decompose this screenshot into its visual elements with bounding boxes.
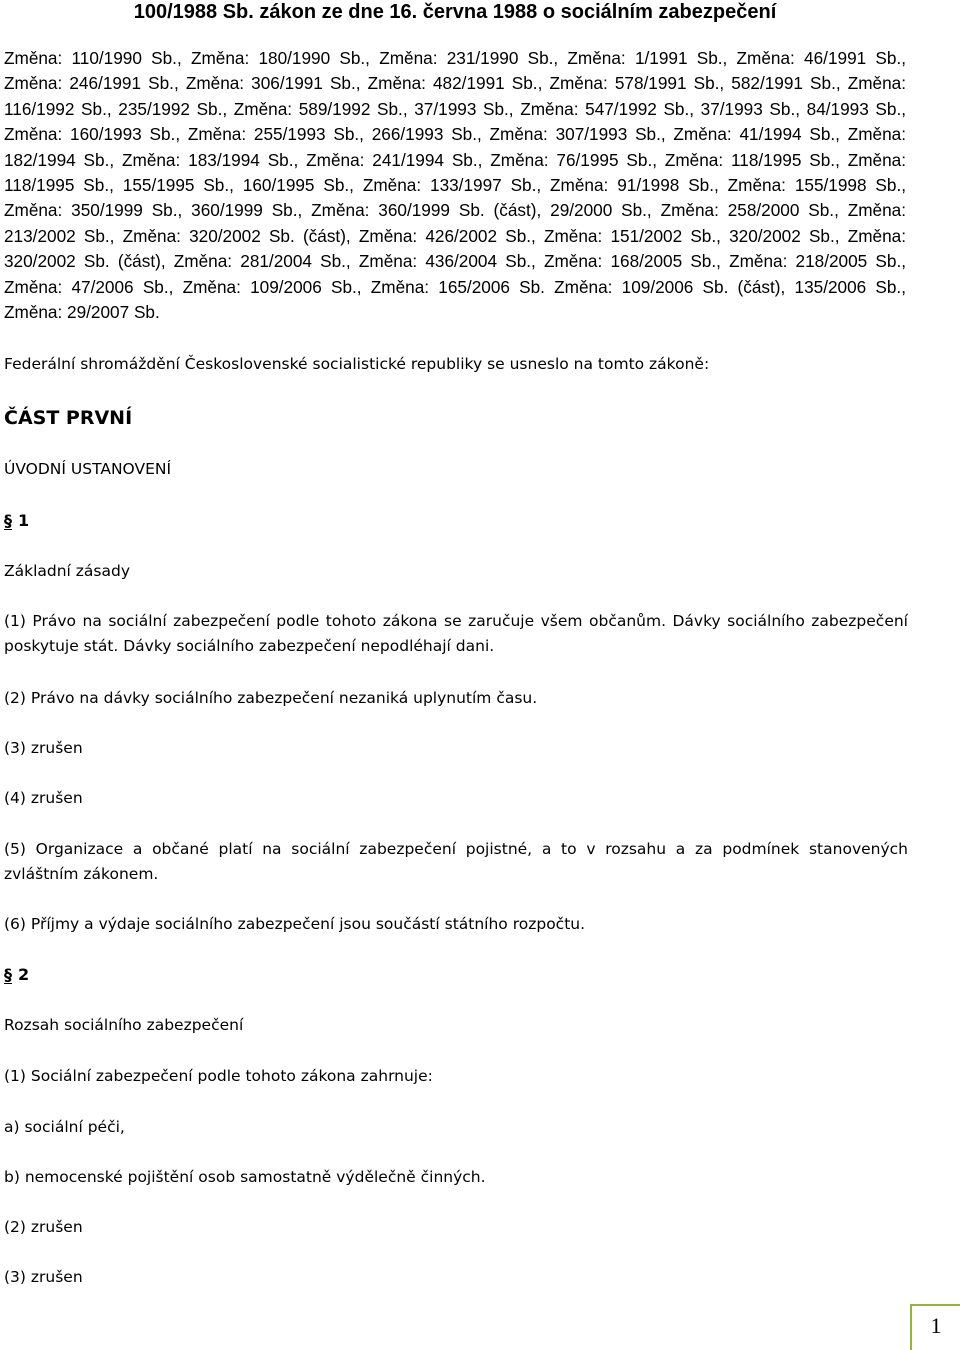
section-2-paragraph-3: (3) zrušen [4,1268,83,1286]
section-2-paragraph-1: (1) Sociální zabezpečení podle tohoto zákona zahrnuje: [4,1067,433,1085]
section-1-paragraph-1: (1) Právo na sociální zabezpečení podle tohoto zákona se zaručuje všem občanům. Dávky sociálního zabezpečení poskytuje stát. Dávky sociálního zabezpečení nepodléhají dani. [4,612,908,655]
section-1-paragraph-4: (4) zrušen [4,789,83,807]
page-number-box [910,1304,960,1350]
section-1-heading [4,510,29,532]
page-number: 1 [930,1313,942,1338]
preamble: Federální shromáždění Československé socialistické republiky se usneslo na tomto zákoně: [4,355,710,373]
section-number: 1 [18,511,30,530]
section-symbol: § [4,511,12,530]
section-1-paragraph-2: (2) Právo na dávky sociálního zabezpečení nezaniká uplynutím času. [4,689,538,707]
section-2-title: Rozsah sociálního zabezpečení [4,1016,244,1034]
section-symbol: § [4,965,12,984]
section-2-item-a: a) sociální péči, [4,1118,125,1136]
section-1-paragraph-5: (5) Organizace a občané platí na sociální zabezpečení pojistné, a to v rozsahu a za podmínek stanovených zvláštním zákonem. [4,840,908,883]
section-1-paragraph-3: (3) zrušen [4,739,83,757]
section-1-paragraph-6: (6) Příjmy a výdaje sociálního zabezpečení jsou součástí státního rozpočtu. [4,915,586,933]
chapter-heading: ÚVODNÍ USTANOVENÍ [4,460,172,478]
document-title: 100/1988 Sb. zákon ze dne 16. června 1988 o sociálním zabezpečení [133,1,777,23]
section-1-title: Základní zásady [4,562,131,580]
part-heading: ČÁST PRVNÍ [4,407,133,429]
section-2-heading [4,964,29,986]
section-2-paragraph-2: (2) zrušen [4,1218,83,1236]
amendments-list: Změna: 110/1990 Sb., Změna: 180/1990 Sb., Změna: 231/1990 Sb., Změna: 1/1991 Sb., Změna: 46/1991 Sb., Změna: 246/1991 Sb., Změna: 306/1991 Sb., Změna: 482/1991 Sb., Změna: 578/1991 Sb., 582/1991 Sb., Změna: 116/1992 Sb., 235/1992 Sb., Změna: 589/1992 Sb., 37/1993 Sb., Změna: 547/1992 Sb., 37/1993 Sb., 84/1993 Sb., Změna: 160/1993 Sb., Změna: 255/1993 Sb., 266/1993 Sb., Změna: 307/1993 Sb., Změna: 41/1994 Sb., Změna: 182/1994 Sb., Změna: 183/1994 Sb., Změna: 241/1994 Sb., Změna: 76/1995 Sb., Změna: 118/1995 Sb., Změna: 118/1995 Sb., 155/1995 Sb., 160/1995 Sb., Změna: 133/1997 Sb., Změna: 91/1998 Sb., Změna: 155/1998 Sb., Změna: 350/1999 Sb., 360/1999 Sb., Změna: 360/1999 Sb. (část), 29/2000 Sb., Změna: 258/2000 Sb., Změna: 213/2002 Sb., Změna: 320/2002 Sb. (část), Změna: 426/2002 Sb., Změna: 151/2002 Sb., 320/2002 Sb., Změna: 320/2002 Sb. (část), Změna: 281/2004 Sb., Změna: 436/2004 Sb., Změna: 168/2005 Sb., Změna: 218/2005 Sb., Změna: 47/2006 Sb., Změna: 109/2006 Sb., Změna: 165/2006 Sb. Změna: 109/2006 Sb. (část), 135/2006 Sb., Změna: 29/2007 Sb. [4,48,906,323]
section-2-item-b: b) nemocenské pojištění osob samostatně výdělečně činných. [4,1168,486,1186]
section-number: 2 [18,965,30,984]
